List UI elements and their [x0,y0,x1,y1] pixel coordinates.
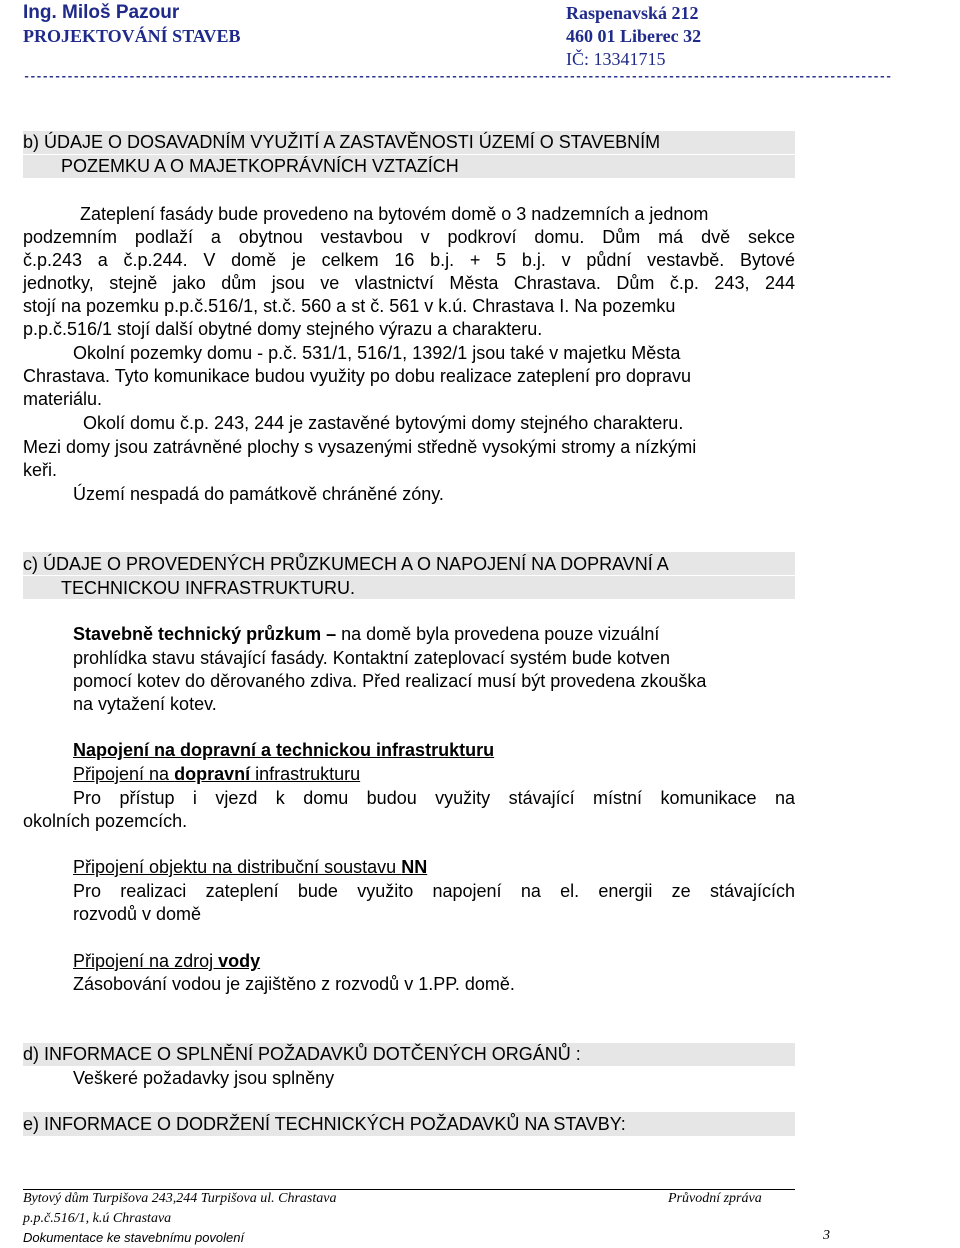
paragraph-line: Zateplení fasády bude provedeno na bytovém domě o 3 nadzemních a jednom [80,204,709,224]
survey-dash: – [321,624,342,644]
water-prefix: Připojení na zdroj [73,951,219,971]
author-profession: PROJEKTOVÁNÍ STAVEB [23,26,241,46]
paragraph-line: Mezi domy jsou zatrávněné plochy s vysazenými středně vysokými stromy a nízkými [23,437,697,457]
paragraph-line: Okolní pozemky domu - p.č. 531/1, 516/1, 1392/1 jsou také v majetku Města [73,343,681,363]
transport-bold: dopravní [174,764,251,784]
paragraph-line: Zásobování vodou je zajištěno z rozvodů v 1.PP. domě. [73,974,515,994]
water-bold: vody [218,951,261,971]
paragraph-line: na vytažení kotev. [73,694,217,714]
transport-prefix: Připojení na [73,764,175,784]
water-title [73,950,260,973]
footer-documentation: Dokumentace ke stavebnímu povolení [23,1230,245,1245]
author-street: Raspenavská 212 [566,3,699,23]
paragraph-line: Chrastava. Tyto komunikace budou využity po dobu realizace zateplení pro dopravu [23,366,692,386]
section-d-heading: d) INFORMACE O SPLNĚNÍ POŽADAVKŮ DOTČENÝCH ORGÁNŮ : [23,1044,581,1064]
paragraph-line: Území nespadá do památkově chráněné zóny. [73,484,444,504]
section-c-heading-cont: TECHNICKOU INFRASTRUKTURU. [61,578,356,598]
footer-project: Bytový dům Turpišova 243,244 Turpišova ul. Chrastava [23,1191,337,1206]
paragraph-line: jednotky, stejně jako dům jsou ve vlastnictví Města Chrastava. Dům č.p. 243, 244 [23,273,795,293]
author-name: Ing. Miloš Pazour [23,2,180,23]
author-ico: IČ: 13341715 [566,49,666,69]
section-b-heading: b) ÚDAJE O DOSAVADNÍM VYUŽITÍ A ZASTAVĚNOSTI ÚZEMÍ O STAVEBNÍM [23,132,661,152]
transport-suffix: infrastrukturu [250,764,361,784]
footer-report: Průvodní zpráva [668,1191,762,1206]
paragraph-line: keři. [23,460,58,480]
survey-text: na domě byla provedena pouze vizuální [341,624,660,644]
header-separator: -------------------------------------------------------------------------------------------------------------------------------------------- [23,70,892,84]
author-city: 460 01 Liberec 32 [566,26,702,46]
paragraph-line: pomocí kotev do děrovaného zdiva. Před realizací musí být provedena zkouška [73,671,707,691]
infra-title: Napojení na dopravní a technickou infrastrukturu [73,740,495,760]
section-e-heading: e) INFORMACE O DODRŽENÍ TECHNICKÝCH POŽADAVKŮ NA STAVBY: [23,1114,626,1134]
footer-rule [23,1189,795,1190]
paragraph-line: rozvodů v domě [73,904,202,924]
transport-title [73,763,360,786]
paragraph-line: Veškeré požadavky jsou splněny [73,1068,335,1088]
paragraph-line: Okolí domu č.p. 243, 244 je zastavěné bytovými domy stejného charakteru. [83,413,684,433]
survey-line [73,623,659,646]
paragraph-line: prohlídka stavu stávající fasády. Kontaktní zateplovací systém bude kotven [73,648,670,668]
paragraph-line: Pro přístup i vjezd k domu budou využity stávající místní komunikace na [73,788,795,808]
footer-parcel: p.p.č.516/1, k.ú Chrastava [23,1211,172,1226]
paragraph-line: okolních pozemcích. [23,811,188,831]
paragraph-line: Pro realizaci zateplení bude využito napojení na el. energii ze stávajících [73,881,795,901]
paragraph-line: podzemním podlaží a obytnou vestavbou v podkroví domu. Dům má dvě sekce [23,227,795,247]
paragraph-line: p.p.č.516/1 stojí další obytné domy stejného výrazu a charakteru. [23,319,543,339]
power-prefix: Připojení objektu na distribuční soustavu [73,857,402,877]
section-b-heading-cont: POZEMKU A O MAJETKOPRÁVNÍCH VZTAZÍCH [61,156,459,176]
power-title [73,856,427,879]
section-c-heading: c) ÚDAJE O PROVEDENÝCH PRŮZKUMECH A O NAPOJENÍ NA DOPRAVNÍ A [23,554,669,574]
paragraph-line: materiálu. [23,389,103,409]
survey-title: Stavebně technický průzkum [73,624,322,644]
paragraph-line: stojí na pozemku p.p.č.516/1, st.č. 560 a st č. 561 v k.ú. Chrastava I. Na pozemku [23,296,676,316]
page-number: 3 [823,1228,830,1243]
paragraph-line: č.p.243 a č.p.244. V domě je celkem 16 b.j. + 5 b.j. v půdní vestavbě. Bytové [23,250,795,270]
power-bold: NN [401,857,428,877]
